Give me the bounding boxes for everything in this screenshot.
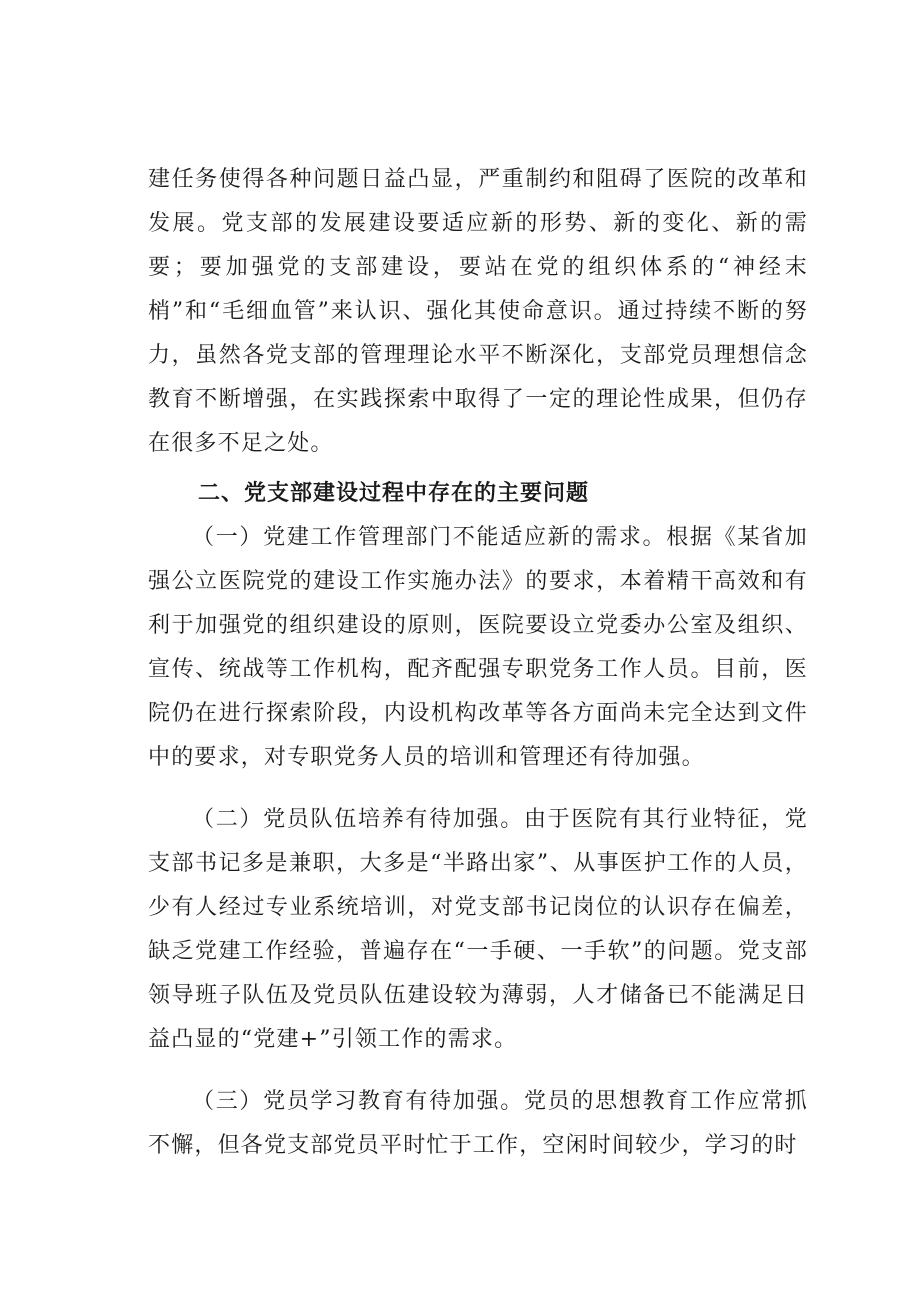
section-heading: 二、党支部建设过程中存在的主要问题 (198, 481, 590, 506)
paragraph-item-1: （一）党建工作管理部门不能适应新的需求。根据《某省加强公立医院党的建设工作实施办法》的要求，本着精干高效和有利于加强党的组织建设的原则，医院要设立党委办公室及组织、宣传、统战等工作机构，配齐配强专职党务工作人员。目前，医院仍在进行探索阶段，内设机构改革等各方面尚未完全达到文件中的要求，对专职党务人员的培训和管理还有待加强。 (148, 525, 808, 770)
paragraph-item-2: （二）党员队伍培养有待加强。由于医院有其行业特征，党支部书记多是兼职，大多是“半路出家”、从事医护工作的人员，少有人经过专业系统培训，对党支部书记岗位的认识存在偏差，缺乏党建工作经验，普遍存在“一手硬、一手软”的问题。党支部领导班子队伍及党员队伍建设较为薄弱，人才储备已不能满足日益凸显的“党建+”引领工作的需求。 (148, 807, 808, 1052)
paragraph-item-3: （三）党员学习教育有待加强。党员的思想教育工作应常抓不懈，但各党支部党员平时忙于工作，空闲时间较少，学习的时 (148, 1089, 808, 1158)
paragraph-continuation: 建任务使得各种问题日益凸显，严重制约和阻碍了医院的改革和发展。党支部的发展建设要适应新的形势、新的变化、新的需要；要加强党的支部建设，要站在党的组织体系的“神经末梢”和“毛细血管”来认识、强化其使命意识。通过持续不断的努力，虽然各党支部的管理理论水平不断深化，支部党员理想信念教育不断增强，在实践探索中取得了一定的理论性成果，但仍存在很多不足之处。 (148, 167, 808, 456)
document-body (148, 158, 808, 1168)
